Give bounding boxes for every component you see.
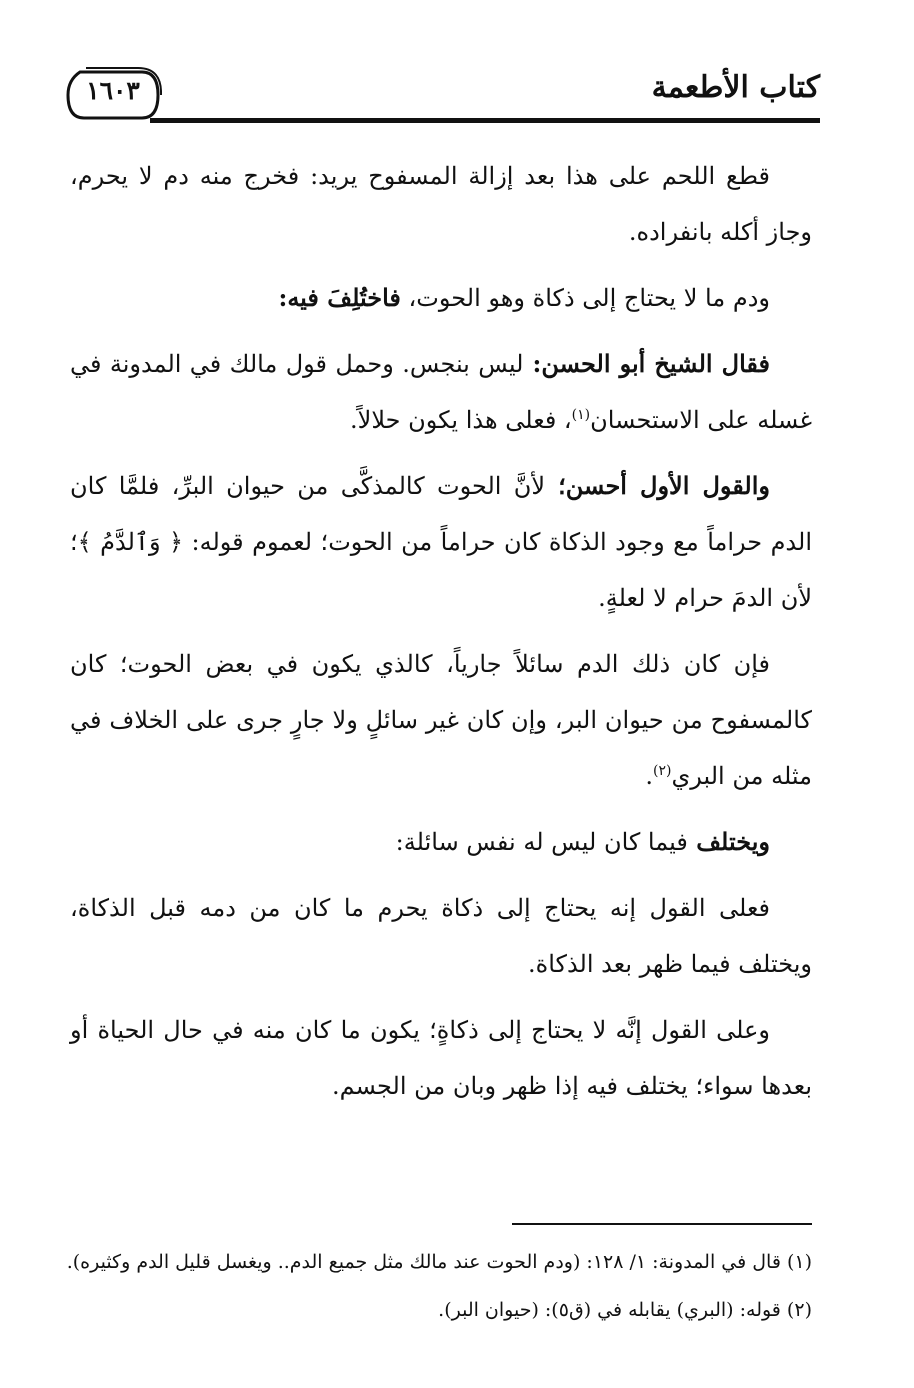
paragraph-6-text: فيما كان ليس له نفس سائلة: [395,828,688,856]
paragraph-6-bold: ويختلف [687,827,770,856]
paragraph-4-bold: والقول الأول أحسن؛ [545,471,770,500]
paragraph-2-bold: فاختُلِفَ فيه: [278,283,401,312]
header-rule [150,118,820,123]
paragraph-5-tail: . [645,762,653,790]
footnote-2: (٢) قوله: (البري) يقابله في (ق٥): (حيوان البر). [438,1299,812,1321]
paragraph-3 [70,336,812,448]
book-title: كتاب الأطعمة [651,70,820,105]
footnotes [66,1238,812,1334]
footnote-ref-1[interactable]: (١) [571,407,591,423]
footnote-ref-2[interactable]: (٢) [652,763,672,779]
footnote-separator [512,1223,812,1225]
paragraph-2 [70,270,812,326]
page-number: ١٦٠٣ [86,76,140,105]
page-header [62,58,820,138]
paragraph-3-text: ليس بنجس. وحمل قول مالك في المدونة في غسله على الاستحسان [70,350,812,434]
paragraph-3-tail: ، فعلى هذا يكون حلالاً. [350,406,572,434]
paragraph-4 [70,458,812,626]
page-number-badge [64,66,162,124]
paragraph-1: قطع اللحم على هذا بعد إزالة المسفوح يريد: فخرج منه دم لا يحرم، وجاز أكله بانفراده. [70,162,812,246]
paragraph-5 [70,636,812,804]
paragraph-6 [70,814,812,870]
paragraph-7: فعلى القول إنه يحتاج إلى ذكاة يحرم ما كان من دمه قبل الذكاة، ويختلف فيما ظهر بعد الذكاة. [70,894,812,978]
paragraph-8: وعلى القول إنَّه لا يحتاج إلى ذكاةٍ؛ يكون ما كان منه في حال الحياة أو بعدها سواء؛ يختلف فيه إذا ظهر وبان من الجسم. [70,1016,812,1100]
paragraph-2-text: ودم ما لا يحتاج إلى ذكاة وهو الحوت، [400,284,770,312]
main-text [70,148,812,1124]
paragraph-4-text: لأنَّ الحوت كالمذكَّى من حيوان البرِّ، فلمَّا كان الدم حراماً مع وجود الذكاة كان حراماً من الحوت؛ لعموم قوله: ﴿ وَٱلدَّمُ ﴾؛ لأن الدمَ حرام لا لعلةٍ. [70,472,812,612]
paragraph-5-text: فإن كان ذلك الدم سائلاً جارياً، كالذي يكون في بعض الحوت؛ كان كالمسفوح من حيوان البر، وإن كان غير سائلٍ ولا جارٍ جرى على الخلاف في مثله من البري [70,650,812,790]
paragraph-3-bold: فقال الشيخ أبو الحسن: [523,349,771,378]
footnote-1: (١) قال في المدونة: ١/ ١٢٨: (ودم الحوت عند مالك مثل جميع الدم.. ويغسل قليل الدم وكثيره). [66,1251,812,1273]
